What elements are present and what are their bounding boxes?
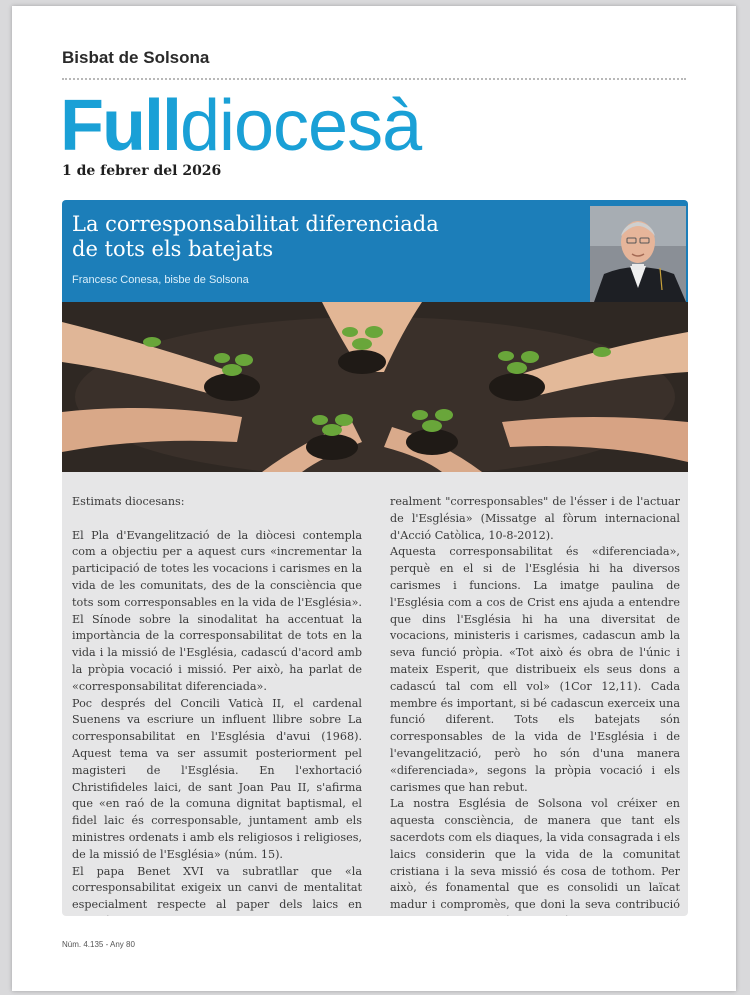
article-paragraph: Aquesta corresponsabilitat és «diferenciada», perquè en el si de l'Església hi ha diversos carismes i funcions. La imatge paulina de l'Església com a cos de Crist ens ajuda a entendre que dins l'Església hi ha una diversitat de vocacions, ministeris i carismes, cadascun amb la seva funció pròpia. «Tot això és obra de l'únic i mateix Esperit, que distribueix els seus dons a cadascú tal com ell vol» (1Cor 12,11). Cada membre és important, si bé cadascun exerceix una funció diferent. Tots els batejats són corresponsables de la vida de l'Església i de l'evangelització, però ho són d'una manera «diferenciada», segons la pròpia vocació i els carismes que han rebut. bbox=[390, 545, 680, 794]
article-paragraph: El Pla d'Evangelització de la diòcesi contempla com a objectiu per a aquest curs «incrementar la participació de totes les vocacions i carismes en la vida de les comunitats, des de la consciència que tots som corresponsables en la vida de l'Església». El Sínode sobre la sinodalitat ha accentuat la importància de la corresponsabilitat de tots en la vida i la missió de l'Església, cadascú d'acord amb la pròpia vocació i missió. Per això, ha parlat de «corresponsabilitat diferenciada». bbox=[72, 528, 362, 693]
issue-number: Núm. 4.135 - Any 80 bbox=[62, 940, 135, 949]
diocese-name: Bisbat de Solsona bbox=[62, 48, 210, 67]
article-body bbox=[72, 494, 680, 916]
article-paragraph: El papa Benet XVI va subratllar que «la corresponsabilitat exigeix un canvi de mentalitat especialment respecte al paper dels laics en realment "corresponsables" de l'ésser i de l'actuar de l'Església» (Missatge al fòrum internacional d'Acció Catòlica, 10-8-2012). bbox=[72, 495, 680, 912]
bishop-portrait bbox=[590, 206, 686, 302]
masthead-full: Full bbox=[60, 86, 180, 166]
masthead bbox=[60, 86, 421, 166]
article-paragraph: La nostra Església de Solsona vol créixer en aquesta consciència, de manera que tant els sacerdots com els diaques, la vida consagrada i els laics considerin que la vida de la comunitat cristiana i la seva missió és cosa de tothom. Per això, és fonamental que es consolidi un laïcat madur i compromès, que doni la seva contribució bbox=[390, 797, 680, 912]
dotted-divider bbox=[62, 78, 686, 80]
hands-with-seedlings-photo bbox=[62, 302, 688, 472]
article-banner bbox=[62, 200, 688, 302]
article-paragraph: Estimats diocesans: bbox=[72, 495, 185, 508]
article-title bbox=[72, 212, 552, 262]
article-author: Francesc Conesa, bisbe de Solsona bbox=[72, 274, 249, 286]
article-card bbox=[62, 200, 688, 916]
article-paragraph: Poc després del Concili Vaticà II, el cardenal Suenens va escriure un influent llibre sobre La corresponsabilitat en l'Església d'avui (1968). Aquest tema va ser assumit posteriorment pel magisteri de l'Església. En l'exhortació Christifideles laici, de sant Joan Pau II, s'afirma que «en raó de la comuna dignitat baptismal, el fidel laic és corresponsable, juntament amb els ministres ordenats i amb els religiosos i religioses, de la missió de l'Església» (núm. 15). bbox=[72, 696, 362, 861]
masthead-diocesa: diocesà bbox=[179, 86, 422, 166]
newsletter-page bbox=[12, 6, 736, 991]
article-title-line-2: de tots els batejats bbox=[72, 237, 274, 261]
article-title-line-1: La corresponsabilitat diferenciada bbox=[72, 212, 439, 236]
issue-date: 1 de febrer del 2026 bbox=[62, 163, 222, 179]
